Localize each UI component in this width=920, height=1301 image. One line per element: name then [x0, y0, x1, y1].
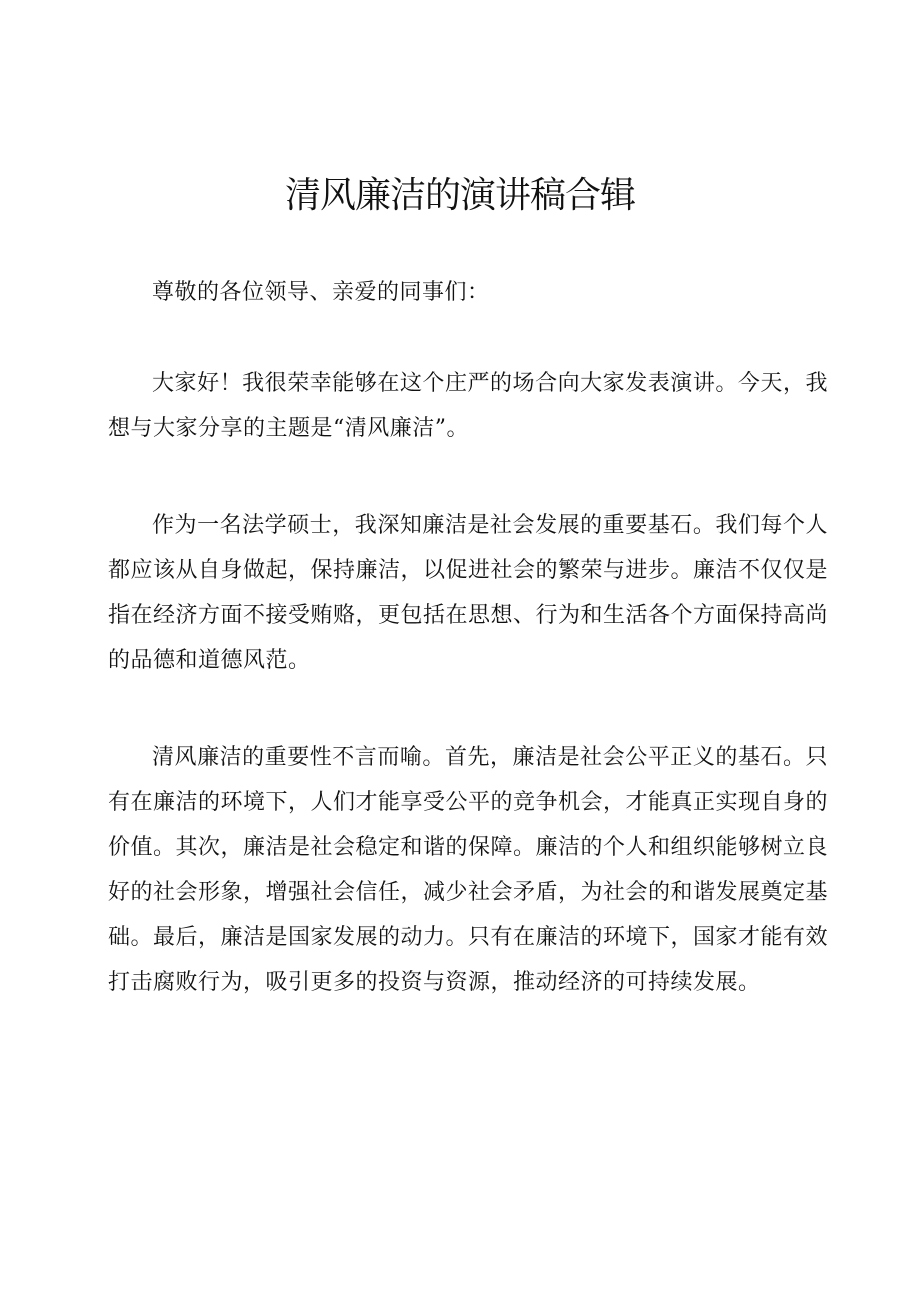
- paragraph-importance: 清风廉洁的重要性不言而喻。首先，廉洁是社会公平正义的基石。只有在廉洁的环境下，人们才能享受公平的竞争机会，才能真正实现自身的价值。其次，廉洁是社会稳定和谐的保障。廉洁的个人和组织能够树立良好的社会形象，增强社会信任，减少社会矛盾，为社会的和谐发展奠定基础。最后，廉洁是国家发展的动力。只有在廉洁的环境下，国家才能有效打击腐败行为，吸引更多的投资与资源，推动经济的可持续发展。: [108, 745, 829, 995]
- paragraph-spacer: [108, 451, 828, 503]
- paragraph-spacer: [108, 683, 828, 735]
- document-body: [108, 270, 828, 1005]
- document-title: 清风廉洁的演讲稿合辑: [284, 175, 635, 216]
- paragraph-opening: 大家好！我很荣幸能够在这个庄严的场合向大家发表演讲。今天，我想与大家分享的主题是“清风廉洁”。: [108, 371, 828, 441]
- paragraph-integrity-foundation: 作为一名法学硕士，我深知廉洁是社会发展的重要基石。我们每个人都应该从自身做起，保持廉洁，以促进社会的繁荣与进步。廉洁不仅仅是指在经济方面不接受贿赂，更包括在思想、行为和生活各个方面保持高尚的品德和道德风范。: [108, 513, 829, 673]
- paragraph-greeting: 尊敬的各位领导、亲爱的同事们：: [152, 280, 490, 305]
- paragraph-spacer: [108, 315, 828, 361]
